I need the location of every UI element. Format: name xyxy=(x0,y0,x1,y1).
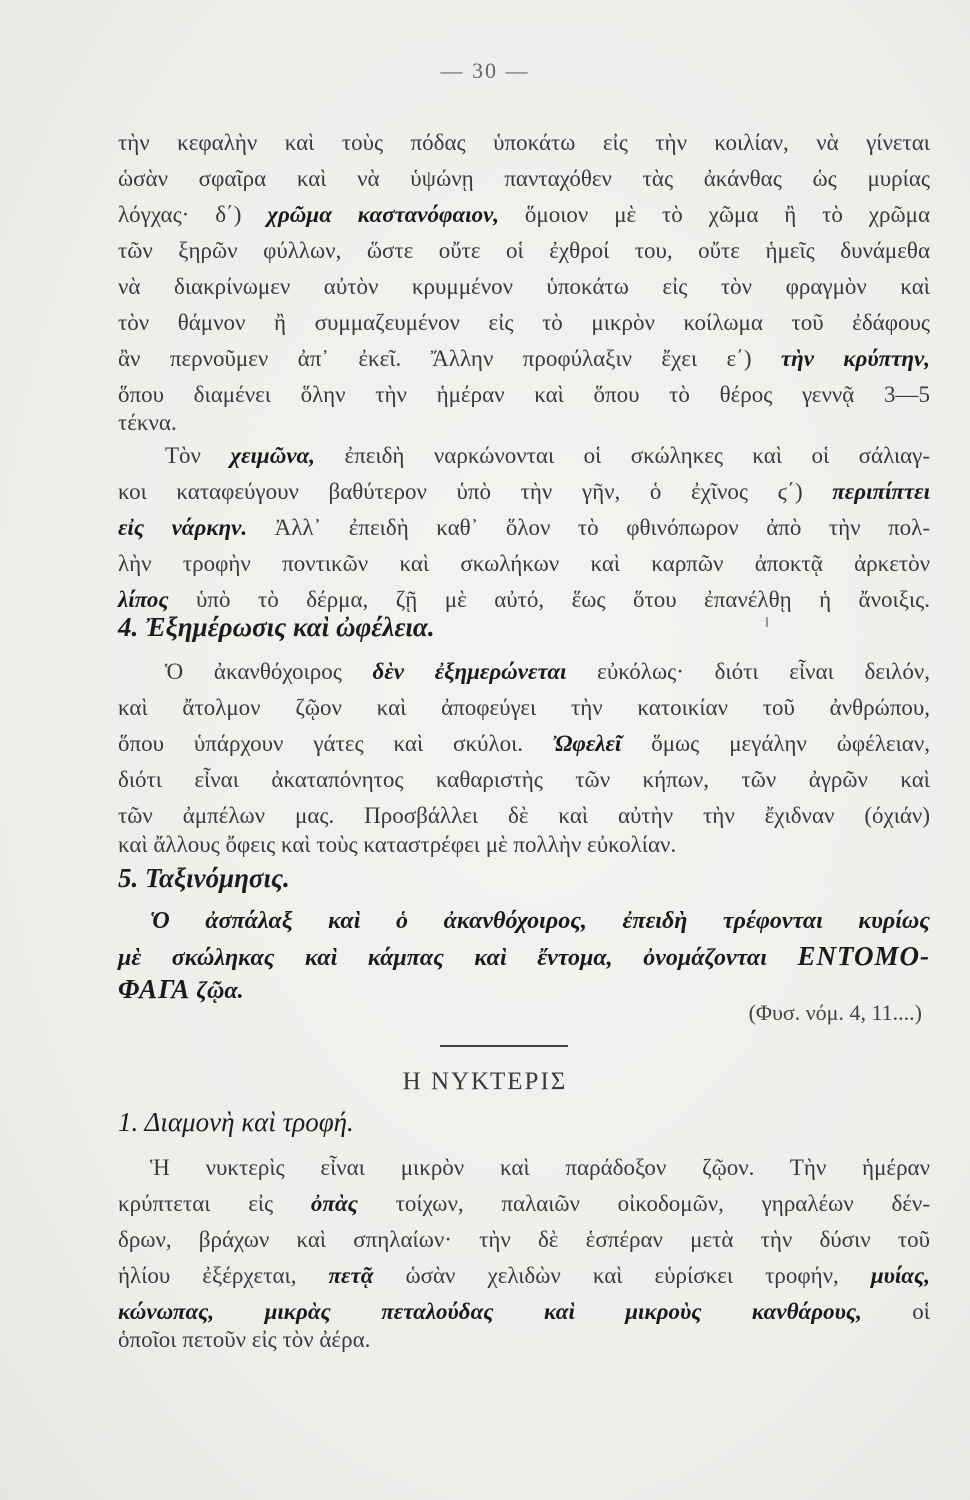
text: ὅπου διαμένει ὅλην τὴν ἡμέραν καὶ ὅπου τὸ θέρος γεννᾷ 3—5 xyxy=(118,382,930,407)
text-line xyxy=(118,128,930,158)
text: τῶν ξηρῶν φύλλων, ὥστε οὔτε οἱ ἐχθροί του, οὔτε ἡμεῖς δυνάμεθα xyxy=(118,238,930,263)
text-line xyxy=(118,164,930,194)
text: τοίχων, παλαιῶν οἰκοδομῶν, γηραλέων δέν- xyxy=(357,1191,930,1216)
summary-caps: ΕΝΤΟΜΟ- xyxy=(797,941,930,971)
text: ὡσὰν σφαῖρα καὶ νὰ ὑψώνῃ πανταχόθεν τὰς ἀκάνθας ὡς μυρίας xyxy=(118,166,930,191)
section-heading: 5. Ταξινόμησις. xyxy=(118,863,290,893)
reference-note: (Φυσ. νόμ. 4, 11....) xyxy=(748,1000,922,1025)
text-line xyxy=(118,693,930,723)
text-line xyxy=(118,549,930,579)
text: τῶν ἀμπέλων μας. Προσβάλλει δὲ καὶ αὐτὴν τὴν ἔχιδναν (όχιάν) xyxy=(118,803,930,828)
page-number: — 30 — xyxy=(440,58,530,83)
text: τὸν θάμνον ἢ συμμαζευμένον εἰς τὸ μικρὸν κοίλωμα τοῦ ἐδάφους xyxy=(118,310,930,335)
text-line xyxy=(118,408,930,438)
text: ἐπειδὴ ναρκώνονται οἱ σκώληκες καὶ οἱ σάλιαγ- xyxy=(315,443,931,468)
text: κοι καταφεύγουν βαθύτερον ὑπὸ τὴν γῆν, ὁ ἐχῖνος ϛ΄) xyxy=(118,479,833,504)
emphasis-text: μυίας, xyxy=(870,1263,930,1288)
text: ἡλίου ἐξέρχεται, xyxy=(118,1263,329,1288)
text-line xyxy=(118,765,930,795)
text: Ἀλλ᾽ ἐπειδὴ καθ᾽ ὅλον τὸ φθινόπωρον ἀπὸ τὴν πολ- xyxy=(247,515,930,540)
text: τέκνα. xyxy=(118,410,177,435)
text-line xyxy=(118,1297,930,1327)
section-heading: 4. Ἐξημέρωσις καὶ ὠφέλεια. xyxy=(118,612,435,642)
text: ὁποῖοι πετοῦν εἰς τὸν ἀέρα. xyxy=(118,1327,371,1352)
text-line xyxy=(118,1189,930,1219)
emphasis-text: δὲν ἐξημερώνεται xyxy=(372,659,567,684)
text: νὰ διακρίνωμεν αὐτὸν κρυμμένον ὑποκάτω εἰς τὸν φραγμὸν καὶ xyxy=(118,274,930,299)
emphasis-text: περιπίπτει xyxy=(832,479,930,504)
emphasis-text: Ὠφελεῖ xyxy=(552,731,622,756)
text-line xyxy=(165,657,930,687)
summary-text: μὲ σκώληκας καὶ κάμπας καὶ ἔντομα, ὀνομάζονται xyxy=(118,945,798,971)
chapter-title: Η ΝΥΚΤΕΡΙΣ xyxy=(402,1068,568,1095)
text: Ἡ νυκτερὶς εἶναι μικρὸν καὶ παράδοξον ζῷον. Τὴν ἡμέραν xyxy=(150,1155,930,1180)
print-mark xyxy=(766,617,768,627)
text-line xyxy=(118,200,930,230)
text-line xyxy=(165,441,930,471)
text: ὅπου ὑπάρχουν γάτες καὶ σκύλοι. xyxy=(118,731,553,756)
text: ὅμοιον μὲ τὸ χῶμα ἢ τὸ χρῶμα xyxy=(499,202,931,227)
text-line xyxy=(118,477,930,507)
text-line xyxy=(118,801,930,831)
text-line xyxy=(118,585,930,615)
summary-text: ζῷα. xyxy=(190,978,244,1004)
text: οἱ xyxy=(861,1299,930,1324)
text-line xyxy=(118,380,930,410)
text-line xyxy=(118,1225,930,1255)
text: λὴν τροφὴν ποντικῶν καὶ σκωλήκων καὶ καρπῶν ἀποκτᾷ ἀρκετὸν xyxy=(118,551,930,576)
text: εὐκόλως· διότι εἶναι δειλόν, xyxy=(566,659,930,684)
emphasis-text: εἰς νάρκην. xyxy=(118,515,248,540)
text: δρων, βράχων καὶ σπηλαίων· τὴν δὲ ἑσπέραν μετὰ τὴν δύσιν τοῦ xyxy=(118,1227,930,1252)
text: Ὁ ἀκανθόχοιρος xyxy=(165,659,373,684)
text-line xyxy=(150,1153,930,1183)
summary-line xyxy=(118,940,930,975)
emphasis-text: ὀπὰς xyxy=(310,1191,358,1216)
text: ὑπὸ τὸ δέρμα, ζῇ μὲ αὐτό, ἕως ὅτου ἐπανέλθῃ ἡ ἄνοιξις. xyxy=(168,587,930,612)
text-line xyxy=(118,308,930,338)
summary-line: Ὁ ἀσπάλαξ καὶ ὁ ἀκανθόχοιρος, ἐπειδὴ τρέφονται κυρίως xyxy=(150,908,930,934)
text-line xyxy=(118,830,930,860)
text-line xyxy=(118,729,930,759)
emphasis-text: χειμῶνα, xyxy=(230,443,316,468)
section-divider xyxy=(440,1045,568,1047)
text: κρύπτεται εἰς xyxy=(118,1191,311,1216)
text-line xyxy=(118,1325,930,1355)
text: ὅμως μεγάλην ὠφέλειαν, xyxy=(621,731,930,756)
text: τὴν κεφαλὴν καὶ τοὺς πόδας ὑποκάτω εἰς τὴν κοιλίαν, νὰ γίνεται xyxy=(118,130,930,155)
text-line xyxy=(118,236,930,266)
emphasis-text: κώνωπας, μικρὰς πεταλούδας καὶ μικροὺς κανθάρους, xyxy=(118,1299,862,1324)
text: καὶ ἄλλους ὄφεις καὶ τοὺς καταστρέφει μὲ πολλὴν εὐκολίαν. xyxy=(118,832,677,857)
text: διότι εἶναι ἀκαταπόνητος καθαριστὴς τῶν κήπων, τῶν ἀγρῶν καὶ xyxy=(118,767,930,792)
text-line xyxy=(118,513,930,543)
text: λόγχας· δ΄) xyxy=(118,202,268,227)
emphasis-text: πετᾷ xyxy=(328,1263,374,1288)
text: καὶ ἄτολμον ζῷον καὶ ἀποφεύγει τὴν κατοικίαν τοῦ ἀνθρώπου, xyxy=(118,695,930,720)
text: ὡσὰν χελιδὼν καὶ εὑρίσκει τροφήν, xyxy=(373,1263,871,1288)
summary-line xyxy=(118,973,244,1008)
emphasis-text: λίπος xyxy=(118,587,169,612)
text-line xyxy=(118,344,930,374)
summary-caps: ΦΑΓΑ xyxy=(118,974,191,1004)
emphasis-text: χρῶμα καστανόφαιον, xyxy=(267,202,500,227)
text-line xyxy=(118,1261,930,1291)
text-line xyxy=(118,272,930,302)
section-heading: 1. Διαμονὴ καὶ τροφή. xyxy=(118,1107,354,1137)
text: ἂν περνοῦμεν ἀπ᾽ ἐκεῖ. Ἄλλην προφύλαξιν ἔχει ε΄) xyxy=(118,346,781,371)
text: Τὸν xyxy=(165,443,231,468)
emphasis-text: τὴν κρύπτην, xyxy=(780,346,931,371)
